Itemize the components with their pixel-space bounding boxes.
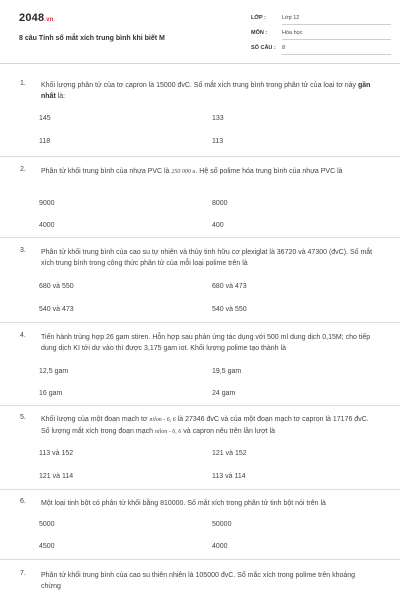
question-text-part: Khối lượng của một đoạn mạch tơ <box>41 416 150 423</box>
meta-underline <box>282 54 391 55</box>
option-a[interactable]: 680 và 550 <box>39 283 74 290</box>
header-divider <box>0 63 400 64</box>
question-separator <box>0 559 400 560</box>
meta-label: MÔN : <box>251 30 268 36</box>
question-text-part: Khối lượng phân tử của tơ capron là 15000 đvC. Số mắt xích trung bình trong phân tử của loại tơ này <box>41 82 358 89</box>
question-text <box>41 80 376 102</box>
question-separator <box>0 156 400 157</box>
option-a[interactable]: 12,5 gam <box>39 368 69 375</box>
question-number: 2. <box>20 166 26 173</box>
question-number: 6. <box>20 498 26 505</box>
option-d[interactable]: 113 <box>212 138 224 145</box>
math-expression: nilon - 6, 6 <box>154 429 182 435</box>
option-b[interactable]: 8000 <box>212 200 228 207</box>
option-b[interactable]: 50000 <box>212 521 232 528</box>
math-expression: nilon - 6, 6 <box>149 417 176 423</box>
meta-grade <box>251 14 391 29</box>
question-text-part: . Hệ số polime hóa trung bình của nhựa PVC là <box>195 168 343 175</box>
option-c[interactable]: 540 và 473 <box>39 306 74 313</box>
logo-text: 2048 <box>19 12 45 24</box>
option-c[interactable]: 121 và 114 <box>39 473 74 480</box>
worksheet-title: 8 câu Tính số mắt xích trung bình khi biết M <box>19 35 165 42</box>
meta-subject <box>251 29 391 44</box>
question-separator <box>0 322 400 323</box>
option-d[interactable]: 113 và 114 <box>212 473 246 480</box>
option-b[interactable]: 121 và 152 <box>212 450 247 457</box>
question-text: Tiến hành trùng hợp 26 gam stiren. Hỗn hợp sau phản ứng tác dụng với 500 ml dung dịch 0,15M; cho tiếp dung dịch KI tới dư vào thì được 3,175 gam iot. Khối lượng polime tạo thành là <box>41 334 371 352</box>
option-c[interactable]: 4000 <box>39 222 55 229</box>
math-expression: 250 000 u <box>171 169 196 175</box>
question-text <box>41 414 376 438</box>
option-a[interactable]: 5000 <box>39 521 55 528</box>
question-number: 5. <box>20 414 26 421</box>
option-b[interactable]: 680 và 473 <box>212 283 247 290</box>
worksheet-header <box>0 0 400 64</box>
option-a[interactable]: 145 <box>39 115 51 122</box>
question-text-part: là: <box>55 93 66 100</box>
option-a[interactable]: 9000 <box>39 200 55 207</box>
question-separator <box>0 237 400 238</box>
worksheet-meta <box>251 14 391 59</box>
option-d[interactable]: 4000 <box>212 543 228 550</box>
question-number: 7. <box>20 570 26 577</box>
option-a[interactable]: 113 và 152 <box>39 450 74 457</box>
question-number: 4. <box>20 332 26 339</box>
site-logo[interactable] <box>19 12 54 24</box>
question-text <box>41 166 376 178</box>
meta-count <box>251 44 391 59</box>
meta-label: SỐ CÂU : <box>251 45 276 51</box>
question-text: Phân tử khối trung bình của cao su thiên nhiên là 105000 đvC. Số mắc xích trong polime trên khoảng chừng <box>41 572 356 590</box>
option-d[interactable]: 540 và 550 <box>212 306 247 313</box>
meta-value: Lớp 12 <box>282 15 300 21</box>
option-c[interactable]: 4500 <box>39 543 55 550</box>
question-text-part: là 27346 đvC và của một đoạn mạch tơ capron là 17176 đvC. Số lượng mắt xích trong đoạn mạch <box>41 416 369 435</box>
question-text: Một loại tinh bột có phân tử khối bằng 810000. Số mắt xích trong phân tử tinh bột nói trên là <box>41 500 326 507</box>
question-number: 3. <box>20 247 26 254</box>
option-c[interactable]: 16 gam <box>39 390 63 397</box>
question-text-part: Phân tử khối trung bình của nhựa PVC là <box>41 168 172 175</box>
meta-label: LỚP : <box>251 15 266 21</box>
question-emphasis: gần nhất <box>41 82 371 100</box>
option-b[interactable]: 19,5 gam <box>212 368 242 375</box>
meta-value: Hóa học <box>282 30 303 36</box>
meta-underline <box>282 24 391 25</box>
meta-underline <box>282 39 391 40</box>
option-d[interactable]: 24 gam <box>212 390 236 397</box>
question-text: Phân tử khối trung bình của cao su tự nhiên và thủy tinh hữu cơ plexiglat là 36720 và 47300 (đvC). Số mắt xích trung bình trong công thức phân tử của mỗi loại polime trên là <box>41 249 373 267</box>
question-number: 1. <box>20 80 26 87</box>
question-separator <box>0 405 400 406</box>
option-b[interactable]: 133 <box>212 115 224 122</box>
question-text-part: và capron nêu trên lần lượt là <box>181 428 276 435</box>
meta-value: 8 <box>282 45 286 51</box>
logo-suffix: .vn <box>44 17 54 23</box>
question-separator <box>0 489 400 490</box>
option-d[interactable]: 400 <box>212 222 224 229</box>
option-c[interactable]: 118 <box>39 138 51 145</box>
